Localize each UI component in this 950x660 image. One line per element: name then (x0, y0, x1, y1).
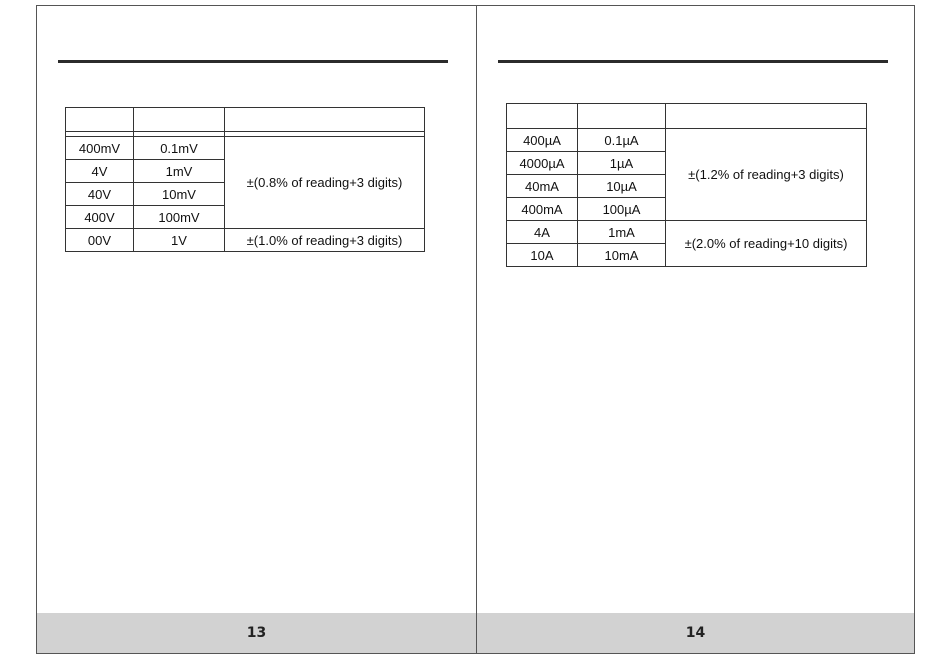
range-cell: 40V (66, 183, 134, 206)
resolution-cell: 10µA (578, 175, 666, 198)
range-cell: 00V (66, 229, 134, 252)
page-number: 13 (246, 625, 267, 641)
resolution-cell: 0.1mV (134, 137, 225, 160)
left-page (36, 5, 477, 654)
resolution-cell: 1mA (578, 221, 666, 244)
right-page (476, 5, 915, 654)
header-cell-resolution (578, 104, 666, 129)
header-rule (58, 60, 448, 63)
dc-current-spec-table (506, 103, 867, 267)
resolution-cell: 1V (134, 229, 225, 252)
table-header-row (507, 104, 867, 129)
accuracy-cell: ±(0.8% of reading+3 digits) (225, 137, 425, 229)
range-cell: 400mV (66, 137, 134, 160)
table-row (507, 129, 867, 152)
accuracy-cell: ±(1.2% of reading+3 digits) (666, 129, 867, 221)
resolution-cell: 100µA (578, 198, 666, 221)
resolution-cell: 10mA (578, 244, 666, 267)
range-cell: 40mA (507, 175, 578, 198)
range-cell: 4A (507, 221, 578, 244)
resolution-cell: 1mV (134, 160, 225, 183)
range-cell: 10A (507, 244, 578, 267)
header-rule (498, 60, 888, 63)
range-cell: 400µA (507, 129, 578, 152)
resolution-cell: 10mV (134, 183, 225, 206)
range-cell: 400mA (507, 198, 578, 221)
page-footer (477, 613, 914, 653)
header-cell-resolution (134, 108, 225, 132)
resolution-cell: 0.1µA (578, 129, 666, 152)
table-header-row (66, 108, 425, 132)
resolution-cell: 1µA (578, 152, 666, 175)
table-row (66, 137, 425, 160)
range-cell: 400V (66, 206, 134, 229)
header-cell-accuracy (225, 108, 425, 132)
header-cell-range (66, 108, 134, 132)
page-number: 14 (685, 625, 706, 641)
dc-voltage-spec-table (65, 107, 425, 252)
table-row (507, 221, 867, 244)
header-cell-range (507, 104, 578, 129)
range-cell: 4V (66, 160, 134, 183)
range-cell: 4000µA (507, 152, 578, 175)
header-cell-accuracy (666, 104, 867, 129)
page-footer (37, 613, 476, 653)
resolution-cell: 100mV (134, 206, 225, 229)
accuracy-cell: ±(1.0% of reading+3 digits) (225, 229, 425, 252)
table-row (66, 229, 425, 252)
accuracy-cell: ±(2.0% of reading+10 digits) (666, 221, 867, 267)
